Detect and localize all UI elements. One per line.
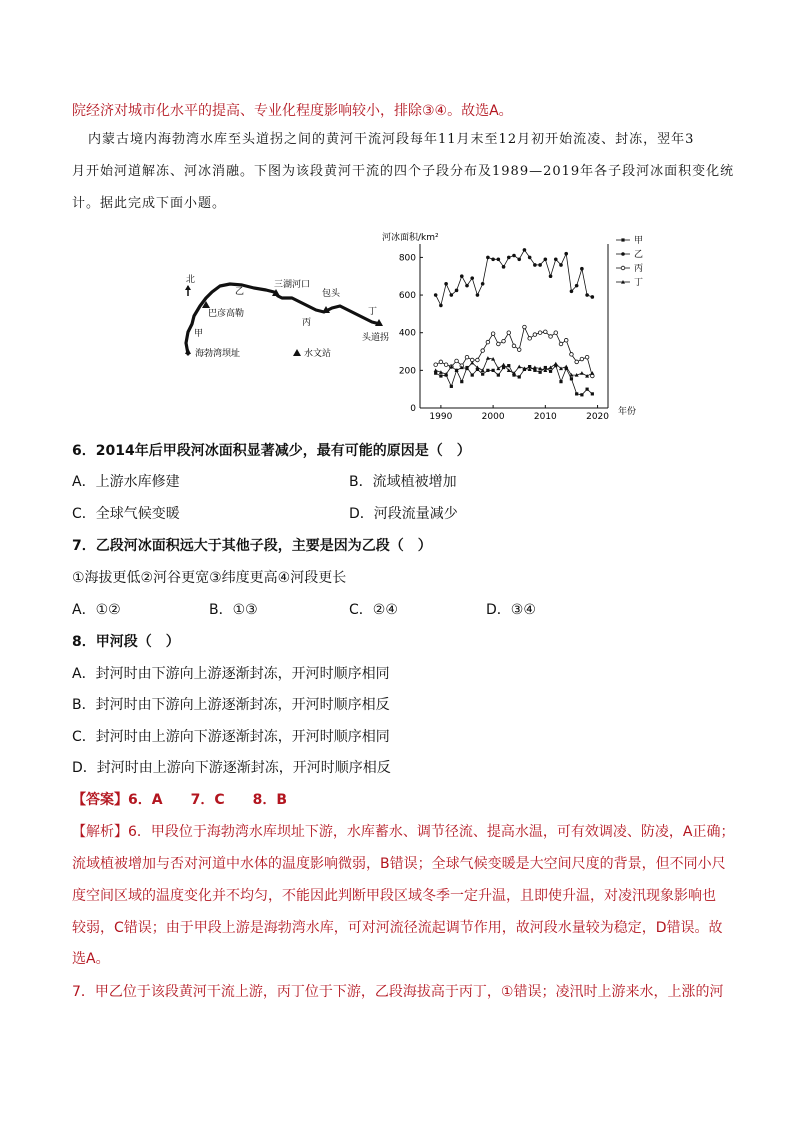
river-path	[186, 284, 380, 354]
data-point-series-2	[523, 325, 527, 329]
q6-option-a[interactable]: A．上游水库修建	[72, 474, 180, 490]
data-point-series-2	[486, 340, 490, 344]
analysis-line-2: 流域植被增加与否对河道中水体的温度影响微弱，B错误；全球气候变暖是大空间尺度的背景，但不同小尺	[72, 856, 726, 872]
data-point-series-0	[580, 393, 583, 396]
data-point-series-0	[450, 385, 453, 388]
data-point-series-2	[444, 363, 448, 367]
data-point-series-2	[476, 358, 480, 362]
data-point-series-2	[491, 332, 495, 336]
legend-station-icon	[293, 349, 301, 356]
data-point-series-1	[507, 256, 511, 260]
data-point-series-3	[564, 365, 568, 369]
map-label-haibowan-dam: 海勃湾坝址	[195, 349, 241, 359]
data-point-series-2	[585, 355, 589, 359]
data-point-series-1	[455, 289, 459, 293]
y-tick-label: 600	[398, 291, 416, 302]
y-tick-label: 800	[398, 253, 416, 264]
data-point-series-2	[502, 339, 506, 343]
map-label-sanhuhekou: 三湖河口	[274, 280, 311, 290]
analysis-line-3: 度空间区域的温度变化并不均匀，不能因此判断甲段区域冬季一定升温，且即使升温，对凌汛现象影响也	[72, 888, 716, 904]
data-point-series-1	[439, 304, 443, 308]
data-point-series-3	[517, 365, 521, 369]
data-point-series-1	[460, 274, 464, 278]
data-point-series-3	[434, 368, 438, 372]
data-point-series-1	[481, 282, 485, 286]
data-point-series-2	[507, 331, 511, 335]
legend-marker	[621, 252, 625, 256]
q8-option-c[interactable]: C．封河时由上游向下游逐渐封冻，开河时顺序相同	[72, 729, 390, 745]
data-point-series-0	[559, 380, 562, 383]
question-8-stem: 8．甲河段（ ）	[72, 634, 180, 650]
analysis-line-4: 较弱，C错误；由于甲段上游是海勃湾水库，可对河流径流起调节作用，故河段水量较为稳定，D错误。故	[72, 920, 723, 936]
legend-label: 甲	[634, 236, 644, 246]
data-point-series-3	[554, 362, 558, 366]
data-point-series-2	[538, 331, 542, 335]
q8-option-d[interactable]: D．封河时由上游向下游逐渐封冻，开河时顺序相反	[72, 760, 391, 776]
data-point-series-3	[585, 374, 589, 378]
map-label-baotou: 包头	[322, 289, 341, 299]
x-tick-label: 2010	[533, 412, 557, 422]
data-point-series-1	[533, 263, 537, 267]
data-point-series-3	[580, 371, 584, 375]
data-point-series-3	[481, 368, 485, 372]
map-label-yi: 乙	[235, 287, 245, 297]
river-map	[182, 268, 392, 368]
chart-legend	[616, 235, 643, 288]
data-point-series-1	[523, 248, 527, 252]
data-point-series-2	[564, 338, 568, 342]
map-legend-station-label: 水文站	[304, 349, 332, 359]
data-point-series-0	[460, 380, 463, 383]
data-point-series-0	[591, 392, 594, 395]
chart-series-group	[434, 248, 595, 396]
data-point-series-0	[471, 373, 474, 376]
data-point-series-2	[554, 331, 558, 335]
data-point-series-1	[528, 256, 532, 260]
analysis-line-1: 【解析】6．甲段位于海勃湾水库坝址下游，水库蓄水、调节径流、提高水温，可有效调凌、防凌，A正确；	[72, 824, 735, 840]
map-label-ding: 丁	[368, 307, 378, 317]
data-point-series-2	[544, 330, 548, 334]
passage-line-1: 内蒙古境内海勃湾水库至头道拐之间的黄河干流河段每年11月末至12月初开始流凌、封冻，翌年3	[88, 132, 695, 147]
analysis-line-5: 选A。	[72, 951, 110, 967]
data-point-series-1	[434, 293, 438, 297]
data-point-series-1	[554, 257, 558, 261]
data-point-series-0	[486, 369, 489, 372]
data-point-series-2	[559, 342, 563, 346]
data-point-series-1	[470, 276, 474, 280]
data-point-series-1	[591, 295, 595, 299]
map-label-jia: 甲	[194, 329, 204, 339]
data-point-series-2	[455, 359, 459, 363]
data-point-series-1	[549, 274, 553, 278]
series-line-1	[436, 250, 593, 306]
data-point-series-1	[476, 293, 480, 297]
data-point-series-2	[497, 342, 501, 346]
data-point-series-2	[481, 349, 485, 353]
data-point-series-1	[450, 293, 454, 297]
data-point-series-0	[507, 364, 510, 367]
q6-option-c[interactable]: C．全球气候变暖	[72, 506, 180, 522]
legend-marker	[621, 238, 624, 241]
data-point-series-2	[549, 335, 553, 339]
data-point-series-0	[518, 375, 521, 378]
data-point-series-1	[502, 265, 506, 269]
question-7-choices: ①海拔更低②河谷更宽③纬度更高④河段更长	[72, 570, 347, 586]
x-tick-label: 2020	[586, 412, 610, 422]
data-point-series-3	[502, 363, 506, 367]
y-tick-label: 0	[410, 404, 416, 414]
data-point-series-0	[434, 372, 437, 375]
data-point-series-1	[517, 257, 521, 261]
data-point-series-2	[528, 337, 532, 341]
answer-line: 【答案】6．A 7．C 8．B	[72, 792, 288, 808]
data-point-series-0	[481, 373, 484, 376]
data-point-series-1	[491, 257, 495, 261]
q7-option-b[interactable]: B．①③	[209, 602, 258, 618]
data-point-series-2	[434, 363, 438, 367]
q7-option-c[interactable]: C．②④	[349, 602, 398, 618]
data-point-series-0	[439, 374, 442, 377]
data-point-series-2	[517, 348, 521, 352]
data-point-series-0	[533, 369, 536, 372]
legend-label: 丁	[634, 278, 644, 288]
analysis-line-6: 7．甲乙位于该段黄河干流上游，丙丁位于下游，乙段海拔高于丙丁，①错误；凌汛时上游来水，上涨的河	[72, 984, 724, 1000]
data-point-series-2	[512, 344, 516, 348]
map-label-bing: 丙	[302, 318, 312, 328]
y-tick-label: 400	[398, 328, 416, 339]
data-point-series-0	[497, 373, 500, 376]
q8-option-b[interactable]: B．封河时由下游向上游逐渐封冻，开河时顺序相反	[72, 697, 390, 713]
north-arrow-head-icon	[185, 285, 191, 290]
data-point-series-2	[439, 360, 443, 364]
data-point-series-1	[444, 282, 448, 286]
q8-option-a[interactable]: A．封河时由下游向上游逐渐封冻，开河时顺序相同	[72, 666, 390, 682]
data-point-series-0	[586, 388, 589, 391]
legend-marker	[621, 266, 625, 270]
data-point-series-2	[465, 355, 469, 359]
data-point-series-1	[570, 289, 574, 293]
legend-label: 乙	[634, 250, 644, 260]
data-point-series-1	[559, 263, 563, 267]
q6-option-b[interactable]: B．流域植被增加	[349, 474, 457, 490]
data-point-series-0	[492, 369, 495, 372]
x-tick-label: 1990	[429, 412, 453, 422]
data-point-series-1	[486, 256, 490, 260]
data-point-series-1	[575, 284, 579, 288]
data-point-series-0	[549, 370, 552, 373]
map-label-toudaoguai: 头道拐	[362, 333, 390, 343]
q7-option-a[interactable]: A．①②	[72, 602, 121, 618]
question-6-stem: 6．2014年后甲段河冰面积显著减少，最有可能的原因是（ ）	[72, 443, 471, 459]
q7-option-d[interactable]: D．③④	[486, 602, 536, 618]
map-label-bayangaole: 巴彦高勒	[208, 309, 245, 319]
data-point-series-0	[570, 377, 573, 380]
data-point-series-1	[512, 254, 516, 258]
chart-xlabel: 年份	[618, 407, 637, 417]
data-point-series-1	[585, 293, 589, 297]
ice-area-chart	[376, 228, 656, 428]
data-point-series-1	[497, 257, 501, 261]
passage-line-3: 计。据此完成下面小题。	[72, 196, 227, 211]
q6-option-d[interactable]: D．河段流量减少	[349, 506, 458, 522]
passage-line-2: 月开始河道解冻、河冰消融。下图为该段黄河干流的四个子段分布及1989—2019年各子段河冰面积变化统	[72, 164, 735, 179]
data-point-series-0	[539, 371, 542, 374]
data-point-series-3	[486, 356, 490, 360]
data-point-series-2	[580, 357, 584, 361]
data-point-series-1	[580, 267, 584, 271]
data-point-series-0	[575, 392, 578, 395]
data-point-series-3	[533, 366, 537, 370]
data-point-series-1	[465, 284, 469, 288]
data-point-series-2	[575, 360, 579, 364]
x-tick-label: 2000	[481, 412, 505, 422]
data-point-series-1	[538, 263, 542, 267]
data-point-series-2	[570, 353, 574, 357]
legend-label: 丙	[634, 264, 644, 274]
series-line-0	[436, 366, 593, 395]
data-point-series-1	[544, 257, 548, 261]
chart-ylabel: 河冰面积/km²	[382, 233, 439, 243]
data-point-series-2	[533, 333, 537, 337]
question-7-stem: 7．乙段河冰面积远大于其他子段，主要是因为乙段（ ）	[72, 538, 432, 554]
y-tick-label: 200	[398, 366, 416, 377]
intro-line: 院经济对城市化水平的提高、专业化程度影响较小，排除③④。故选A。	[72, 103, 513, 119]
data-point-series-1	[564, 252, 568, 256]
map-north-label: 北	[186, 275, 196, 285]
